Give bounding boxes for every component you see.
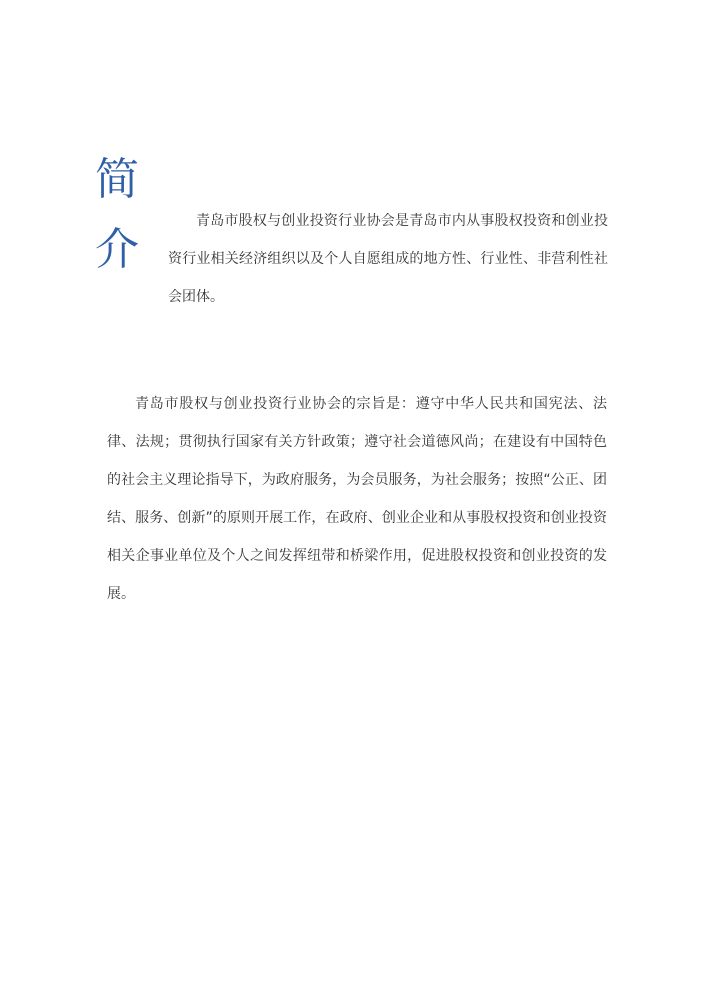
intro-paragraph: 青岛市股权与创业投资行业协会是青岛市内从事股权投资和创业投资行业相关经济组织以及个人自愿组成的地方性、行业性、非营利性社会团体。 (168, 213, 608, 305)
purpose-paragraph: 青岛市股权与创业投资行业协会的宗旨是：遵守中华人民共和国宪法、法律、法规；贯彻执行国家有关方针政策；遵守社会道德风尚；在建设有中国特色的社会主义理论指导下，为政府服务，为会员服务，为社会服务；按照“公正、团结、服务、创新”的原则开展工作，在政府、创业企业和从事股权投资和创业投资相关企事业单位及个人之间发挥纽带和桥梁作用，促进股权投资和创业投资的发展。 (107, 396, 607, 602)
title-char-jian: 简 (95, 154, 139, 205)
page-title (95, 145, 145, 285)
title-char-jie: 介 (95, 224, 139, 275)
